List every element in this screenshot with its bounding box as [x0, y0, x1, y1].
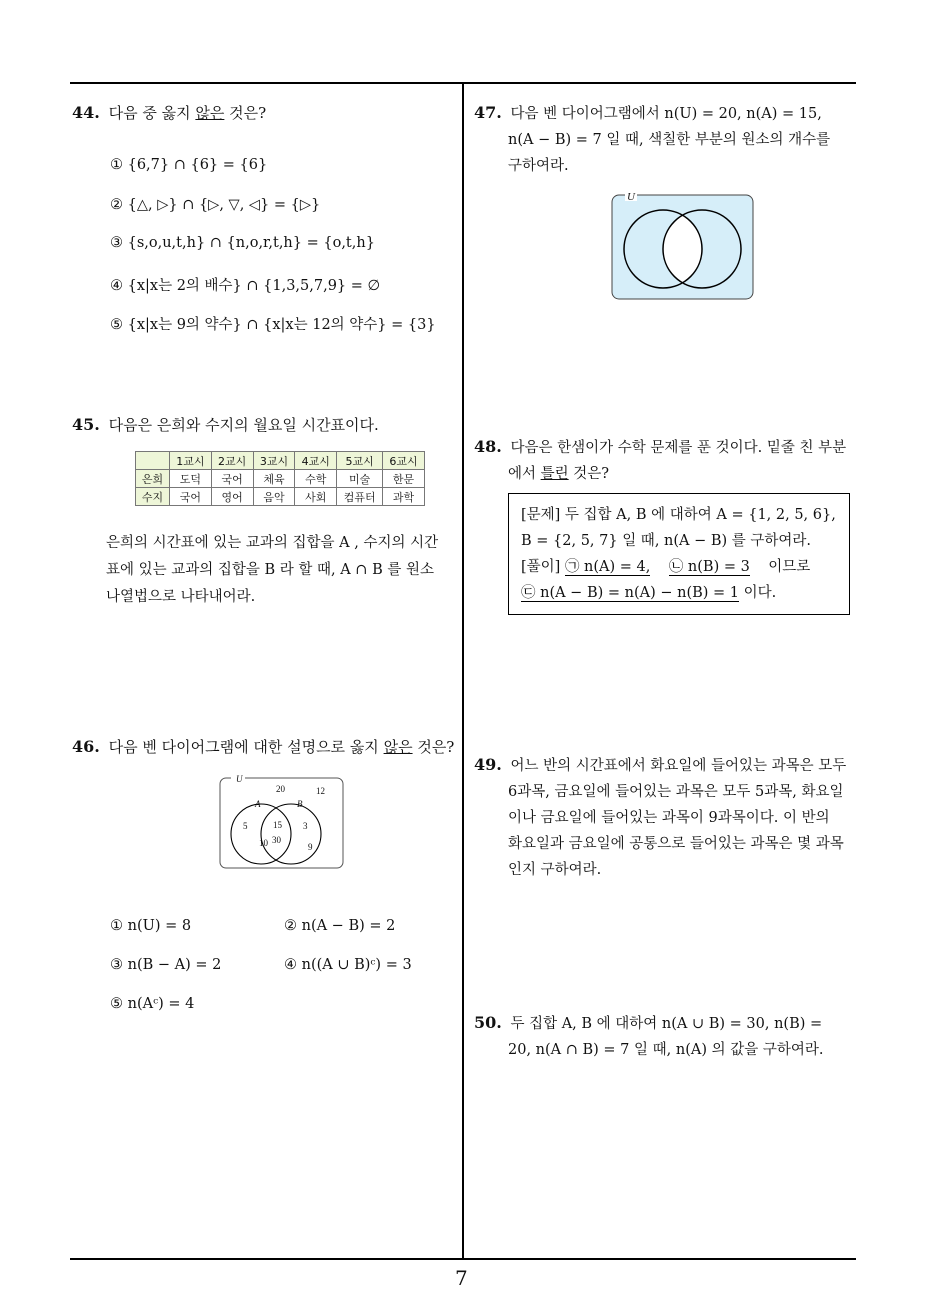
question-line: 47. 다음 벤 다이어그램에서 n(U) = 20, n(A) = 15, [474, 103, 822, 122]
body-line: 표에 있는 교과의 집합을 B 라 할 때, A ∩ B 를 원소 [106, 562, 434, 578]
region-value: 30 [272, 835, 281, 845]
region-value: 9 [308, 842, 313, 852]
box-line: ㉢ n(A − B) = n(A) − n(B) = 1 이다. [521, 585, 777, 601]
table-cell: 도덕 [169, 470, 211, 488]
table-cell: 음악 [253, 488, 295, 506]
option-5[interactable]: ⑤ n(Aᶜ) = 4 [110, 996, 195, 1012]
table-cell: 과학 [383, 488, 425, 506]
table-cell: 체육 [253, 470, 295, 488]
question-line: 화요일과 금요일에 공통으로 들어있는 과목은 몇 과목 [508, 836, 844, 852]
option-2[interactable]: ② n(A − B) = 2 [284, 918, 396, 934]
option-3[interactable]: ③ n(B − A) = 2 [110, 957, 222, 973]
table-cell: 수학 [295, 470, 337, 488]
question-line: n(A − B) = 7 일 때, 색칠한 부분의 원소의 개수를 [508, 132, 831, 148]
body-line: 은희의 시간표에 있는 교과의 집합을 A , 수지의 시간 [106, 535, 439, 551]
question-stem: 다음은 은희와 수지의 월요일 시간표이다. [108, 416, 379, 434]
table-header: 1교시 [169, 452, 211, 470]
table-row [136, 488, 425, 506]
option-4[interactable]: ④ {x|x는 2의 배수} ∩ {1,3,5,7,9} = ∅ [110, 278, 381, 294]
region-value: 20 [276, 784, 285, 794]
universal-label: U [627, 191, 635, 203]
underlined-step[interactable]: ㉢ n(A − B) = n(A) − n(B) = 1 [521, 585, 740, 601]
question-44 [72, 100, 452, 126]
underlined-step[interactable]: ㉠ n(A) = 4, [564, 559, 651, 575]
question-number: 46. [72, 737, 100, 756]
table-row [136, 470, 425, 488]
question-line: 인지 구하여라. [508, 862, 602, 878]
set-b-label: B [297, 799, 303, 809]
question-number: 45. [72, 415, 100, 434]
question-number: 44. [72, 103, 100, 122]
body-line: 나열법으로 나타내어라. [106, 589, 256, 605]
region-value: 3 [303, 821, 308, 831]
question-stem: 다음 중 옳지 않은 것은? [108, 104, 267, 122]
set-a-label: A [255, 799, 261, 809]
question-line: 이나 금요일에 들어있는 과목이 9과목이다. 이 반의 [508, 810, 830, 826]
bottom-rule [70, 1258, 856, 1260]
table-cell: 국어 [211, 470, 253, 488]
option-1[interactable]: ① {6,7} ∩ {6} = {6} [110, 157, 268, 173]
question-line: 에서 틀린 것은? [508, 466, 610, 482]
option-3[interactable]: ③ {s,o,u,t,h} ∩ {n,o,r,t,h} = {o,t,h} [110, 235, 375, 251]
table-cell: 미술 [337, 470, 383, 488]
question-line: 20, n(A ∩ B) = 7 일 때, n(A) 의 값을 구하여라. [508, 1042, 824, 1058]
table-cell: 사회 [295, 488, 337, 506]
region-value: 15 [273, 820, 282, 830]
column-divider [462, 82, 464, 1260]
table-cell: 영어 [211, 488, 253, 506]
question-48 [474, 434, 859, 487]
question-line: 48. 다음은 한샘이가 수학 문제를 푼 것이다. 밑줄 친 부분 [474, 437, 847, 456]
question-45 [72, 412, 452, 438]
page-number: 7 [455, 1266, 468, 1290]
option-1[interactable]: ① n(U) = 8 [110, 918, 192, 934]
table-header: 6교시 [383, 452, 425, 470]
table-header: 2교시 [211, 452, 253, 470]
venn-diagram-46 [219, 774, 345, 870]
table-cell: 은희 [136, 470, 170, 488]
problem-box [508, 493, 850, 615]
region-value: 5 [243, 821, 248, 831]
option-5[interactable]: ⑤ {x|x는 9의 약수} ∩ {x|x는 12의 약수} = {3} [110, 317, 436, 333]
question-line: 49. 어느 반의 시간표에서 화요일에 들어있는 과목은 모두 [474, 755, 847, 774]
question-line: 구하여라. [508, 158, 569, 174]
option-4[interactable]: ④ n((A ∪ B)ᶜ) = 3 [284, 957, 412, 973]
table-cell: 한문 [383, 470, 425, 488]
region-value: 10 [259, 838, 268, 848]
table-header: 3교시 [253, 452, 295, 470]
box-line: [문제] 두 집합 A, B 에 대하여 A = {1, 2, 5, 6}, [521, 507, 836, 523]
venn-diagram-47 [611, 191, 755, 301]
question-45-body [106, 530, 458, 611]
question-49 [474, 752, 864, 883]
underlined-step[interactable]: ㉡ n(B) = 3 [668, 559, 750, 575]
question-line: 6과목, 금요일에 들어있는 과목은 모두 5과목, 화요일 [508, 784, 844, 800]
question-50 [474, 1010, 864, 1063]
table-cell: 컴퓨터 [337, 488, 383, 506]
question-line: 50. 두 집합 A, B 에 대하여 n(A ∪ B) = 30, n(B) = [474, 1013, 823, 1032]
table-header [136, 452, 170, 470]
box-line: B = {2, 5, 7} 일 때, n(A − B) 를 구하여라. [521, 533, 812, 549]
table-header: 4교시 [295, 452, 337, 470]
question-46 [72, 734, 462, 760]
table-header: 5교시 [337, 452, 383, 470]
question-47 [474, 100, 859, 179]
box-line: [풀이] ㉠ n(A) = 4, ㉡ n(B) = 3 이므로 [521, 559, 811, 575]
question-stem: 다음 벤 다이어그램에 대한 설명으로 옳지 않은 것은? [108, 738, 455, 756]
region-value: 12 [316, 786, 325, 796]
timetable [135, 451, 425, 506]
table-cell: 국어 [169, 488, 211, 506]
universal-label: U [236, 774, 243, 784]
table-cell: 수지 [136, 488, 170, 506]
option-2[interactable]: ② {△, ▷} ∩ {▷, ▽, ◁} = {▷} [110, 197, 321, 213]
